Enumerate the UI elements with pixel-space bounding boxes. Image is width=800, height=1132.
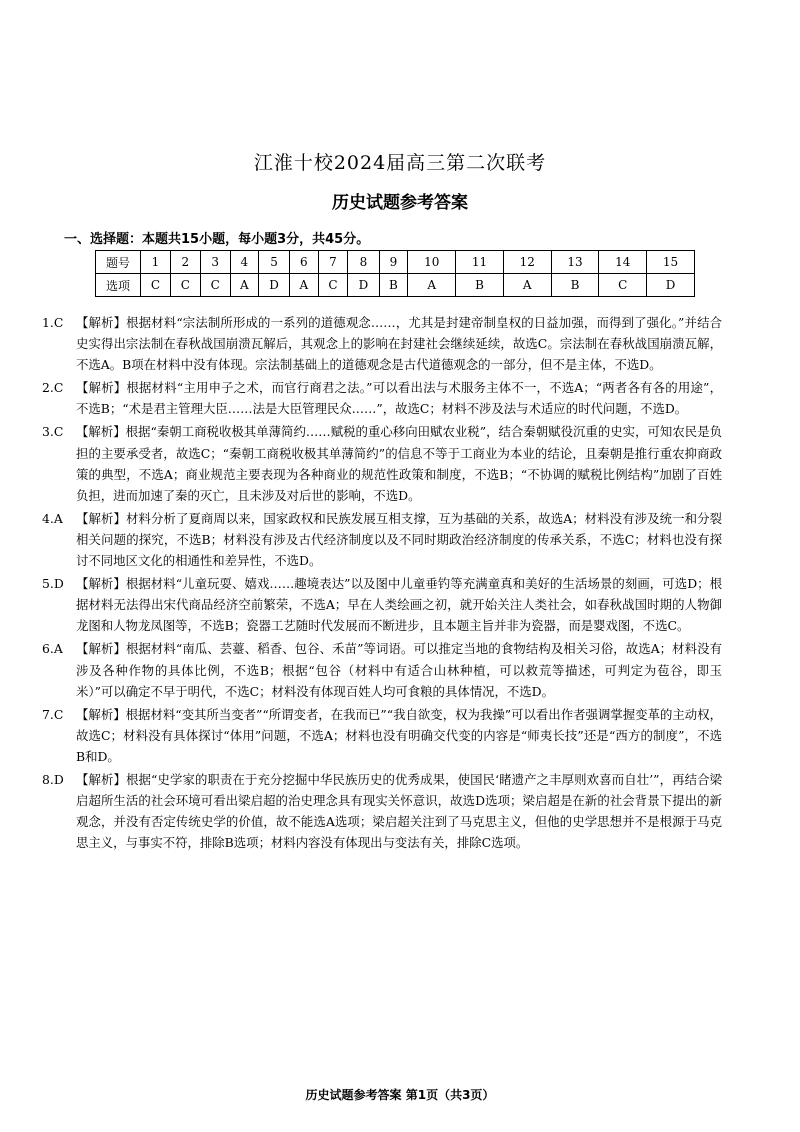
question-number-cell: 11 [456,251,504,274]
explanation-text: 【解析】根据“史学家的职责在于充分挖掘中华民族历史的优秀成果，使国民‘睹遗产之丰厚则欢喜而自壮’”，再结合梁启超所生活的社会环境可看出梁启超的治史理念具有现实关怀意识，故选D选项；梁启超是在新的社会背景下提出的新观念，并没有否定传统史学的价值，故不能选A选项；梁启超关注到了马克思主义，但他的史学思想并不是根源于马克思主义，与事实不符，排除B选项；材料内容没有体现出与变法有关，排除C选项。 [76,771,722,851]
answer-cell: A [408,274,456,297]
answer-cell: D [258,274,289,297]
answer-cell: D [348,274,379,297]
explanation-text: 【解析】根据材料“儿童玩耍、嬉戏……趣境表达”以及图中儿童垂钓等充满童真和美好的生活场景的刻画，可选D；根据材料无法得出宋代商品经济空前繁荣，不选A；早在人类绘画之初，就开始关注人类社会，如春秋战国时期的人物御龙图和人物龙凤图等，不选B；瓷器工艺随时代发展而不断进步，且本题主旨并非为瓷器，而是婴戏图，不选C。 [76,576,722,634]
question-answer-label: 6.A [42,641,63,657]
question-number-cell: 13 [551,251,599,274]
page-footer: 历史试题参考答案 第1页（共3页） [305,1088,495,1102]
explanation-text: 【解析】根据材料“主用申子之术，而官行商君之法。”可以看出法与术服务主体不一，不选A；“两者各有各的用途”，不选B；“术是君主管理大臣……法是大臣管理民众……”，故选C；材料不涉及法与术适应的时代问题，不选D。 [76,380,722,417]
question-number-cell: 4 [230,251,258,274]
question-answer-label: 7.C [42,706,64,722]
question-number-cell: 2 [170,251,200,274]
question-number-cell: 8 [348,251,379,274]
question-number-cell: 1 [141,251,171,274]
question-answer-label: 3.C [42,424,64,440]
page-title: 江淮十校2024届高三第二次联考 [253,152,547,174]
row-label-number: 题号 [96,251,141,274]
explanation-text: 【解析】材料分析了夏商周以来，国家政权和民族发展互相支撑，互为基础的关系，故选A；材料没有涉及统一和分裂相关问题的探究，不选B；材料没有涉及古代经济制度以及不同时期政治经济制度的传承关系，不选C；材料也没有探讨不同地区文化的相通性和差异性，不选D。 [76,510,722,569]
explanation-text: 【解析】根据材料“南瓜、芸薹、稻香、包谷、禾苗”等词语。可以推定当地的食物结构及相关习俗，故选A；材料没有涉及各种作物的具体比例，不选B；根据“包谷（材料中有适合山林种植，可以救荒等描述，可判定为苞谷，即玉米）”可以确定不早于明代，不选C；材料没有体现百姓人均可食粮的具体情况，不选D。 [76,641,722,699]
row-label-answer: 选项 [96,274,141,297]
answer-cell: C [599,274,647,297]
question-number-cell: 3 [200,251,230,274]
answer-cell: C [318,274,348,297]
answer-cell: A [503,274,551,297]
question-number-cell: 9 [379,251,408,274]
question-number-cell: 5 [258,251,289,274]
question-answer-label: 5.D [42,576,64,592]
explanation-text: 【解析】根据“秦朝工商税收极其单薄简约……赋税的重心移向田赋农业税”，结合秦朝赋役沉重的史实，可知农民是负担的主要承受者，故选C；“秦朝工商税收极其单薄简约”的信息不等于工商业为本业的结论，且秦朝是推行重农抑商政策的典型，不选A；商业规范主要表现为各种商业的规范性政策和制度，不选B；“不协调的赋税比例结构”加剧了百姓负担，进而加速了秦的灭亡，且未涉及对后世的影响，不选D。 [76,424,722,503]
answer-cell: B [456,274,504,297]
question-number-cell: 6 [290,251,318,274]
question-explanation [42,508,722,571]
answer-cell: B [551,274,599,297]
answer-cell: B [379,274,408,297]
answer-cell: C [200,274,230,297]
answer-table-answer-row [96,274,695,297]
question-number-cell: 10 [408,251,456,274]
question-answer-label: 2.C [42,380,64,396]
question-explanation [42,704,722,767]
question-explanation [42,377,722,419]
explanation-text: 【解析】根据材料“变其所当变者”“所谓变者，在我而已”“我自欲变，权为我操”可以看出作者强调掌握变革的主动权，故选C；材料没有具体探讨“体用”问题，不选A；材料也没有明确交代变的内容是“师夷长技”还是“西方的制度”，不选B和D。 [76,706,722,764]
question-answer-label: 8.D [42,771,64,787]
question-explanation [42,312,722,375]
question-explanations [42,312,722,855]
answer-cell: A [290,274,318,297]
answer-table-number-row [96,251,695,274]
explanation-text: 【解析】根据材料“宗法制所形成的一系列的道德观念……，尤其是封建帝制皇权的日益加强，而得到了强化。”并结合史实得出宗法制在春秋战国崩溃瓦解后，其观念上的影响在封建社会继续延续，故选C。宗法制在春秋战国崩溃瓦解，不选A。B项在材料中没有体现。宗法制基础上的道德观念是古代道德观念的一部分，但不是主体，不选D。 [76,315,722,373]
question-answer-label: 4.A [42,510,63,526]
question-explanation [42,573,722,636]
question-explanation [42,421,722,505]
question-number-cell: 15 [647,251,695,274]
question-number-cell: 12 [503,251,551,274]
answer-cell: A [230,274,258,297]
question-explanation [42,638,722,701]
answer-cell: D [647,274,695,297]
question-explanation [42,769,722,853]
answer-cell: C [170,274,200,297]
section-heading: 一、选择题：本题共15小题，每小题3分，共45分。 [64,232,370,247]
question-number-cell: 7 [318,251,348,274]
question-number-cell: 14 [599,251,647,274]
answer-table [95,250,695,297]
question-answer-label: 1.C [42,315,64,330]
page-subtitle: 历史试题参考答案 [332,193,468,213]
answer-cell: C [141,274,171,297]
